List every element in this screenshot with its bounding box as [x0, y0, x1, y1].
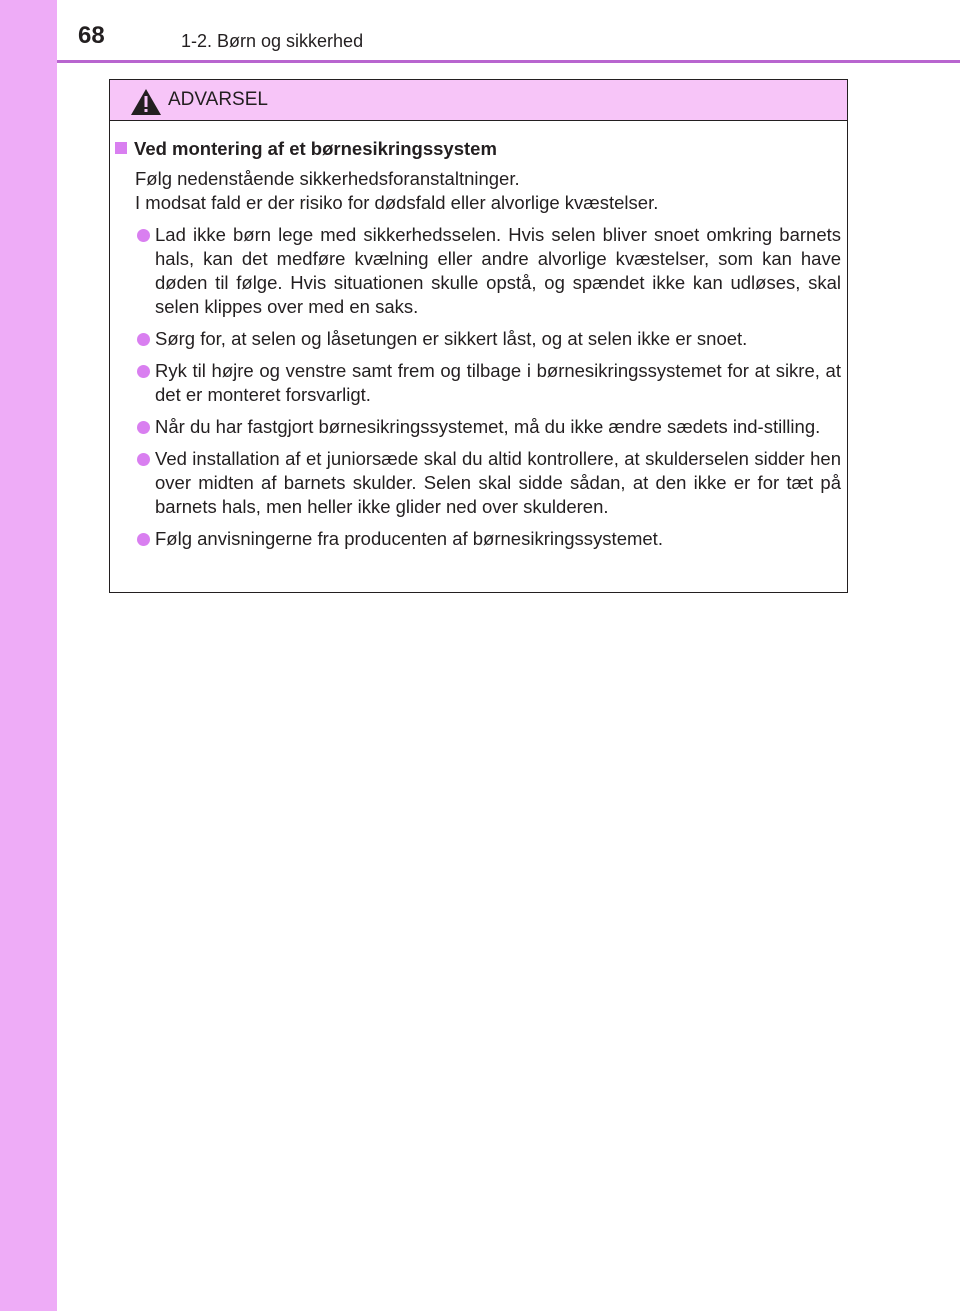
intro-line-2: I modsat fald er der risiko for dødsfald eller alvorlige kvæstelser. [135, 192, 659, 213]
bullet-item [135, 447, 841, 519]
header-rule [57, 60, 960, 63]
bullet-dot-icon [137, 229, 150, 242]
bullet-item [135, 359, 841, 407]
bullet-dot-icon [137, 365, 150, 378]
bullet-item [135, 527, 841, 551]
warning-title: ADVARSEL [168, 89, 268, 110]
bullet-item [135, 327, 841, 351]
bullet-dot-icon [137, 333, 150, 346]
bullet-text: Lad ikke børn lege med sikkerhedsselen. Hvis selen bliver snoet omkring barnets hals, kan det medføre kvælning eller andre alvorlige kvæstelser, som kan have døden til følge. Hvis situationen skulle opstå, og spændet ikke kan udløses, skal selen klippes over med en saks. [155, 224, 841, 317]
bullet-text: Følg anvisningerne fra producenten af børnesikringssystemet. [155, 528, 663, 549]
warning-heading-text: Ved montering af et børnesikringssystem [134, 138, 497, 159]
warning-triangle-icon [130, 88, 162, 116]
bullet-item [135, 415, 841, 439]
side-color-bar [0, 0, 57, 1311]
intro-line-1: Følg nedenstående sikkerhedsforanstaltninger. [135, 168, 520, 189]
bullet-item [135, 223, 841, 319]
bullet-text: Ved installation af et juniorsæde skal du altid kontrollere, at skulderselen sidder hen over midten af barnets skulder. Selen skal sidde sådan, at den ikke er for tæt på barnets hals, men heller ikke glider ned over skulderen. [155, 448, 841, 517]
page-number: 68 [78, 22, 105, 49]
bullet-text: Sørg for, at selen og låsetungen er sikkert låst, og at selen ikke er snoet. [155, 328, 748, 349]
bullet-dot-icon [137, 533, 150, 546]
bullet-dot-icon [137, 453, 150, 466]
warning-heading [115, 138, 497, 160]
square-bullet-icon [115, 142, 127, 154]
bullet-dot-icon [137, 421, 150, 434]
bullet-text: Når du har fastgjort børnesikringssystemet, må du ikke ændre sædets ind-stilling. [155, 416, 821, 437]
bullet-list [135, 223, 841, 559]
bullet-text: Ryk til højre og venstre samt frem og tilbage i børnesikringssystemet for at sikre, at det er monteret forsvarligt. [155, 360, 841, 405]
section-title: 1-2. Børn og sikkerhed [181, 31, 364, 51]
warning-intro [135, 167, 845, 215]
warning-box [109, 79, 848, 593]
warning-header [110, 80, 847, 121]
